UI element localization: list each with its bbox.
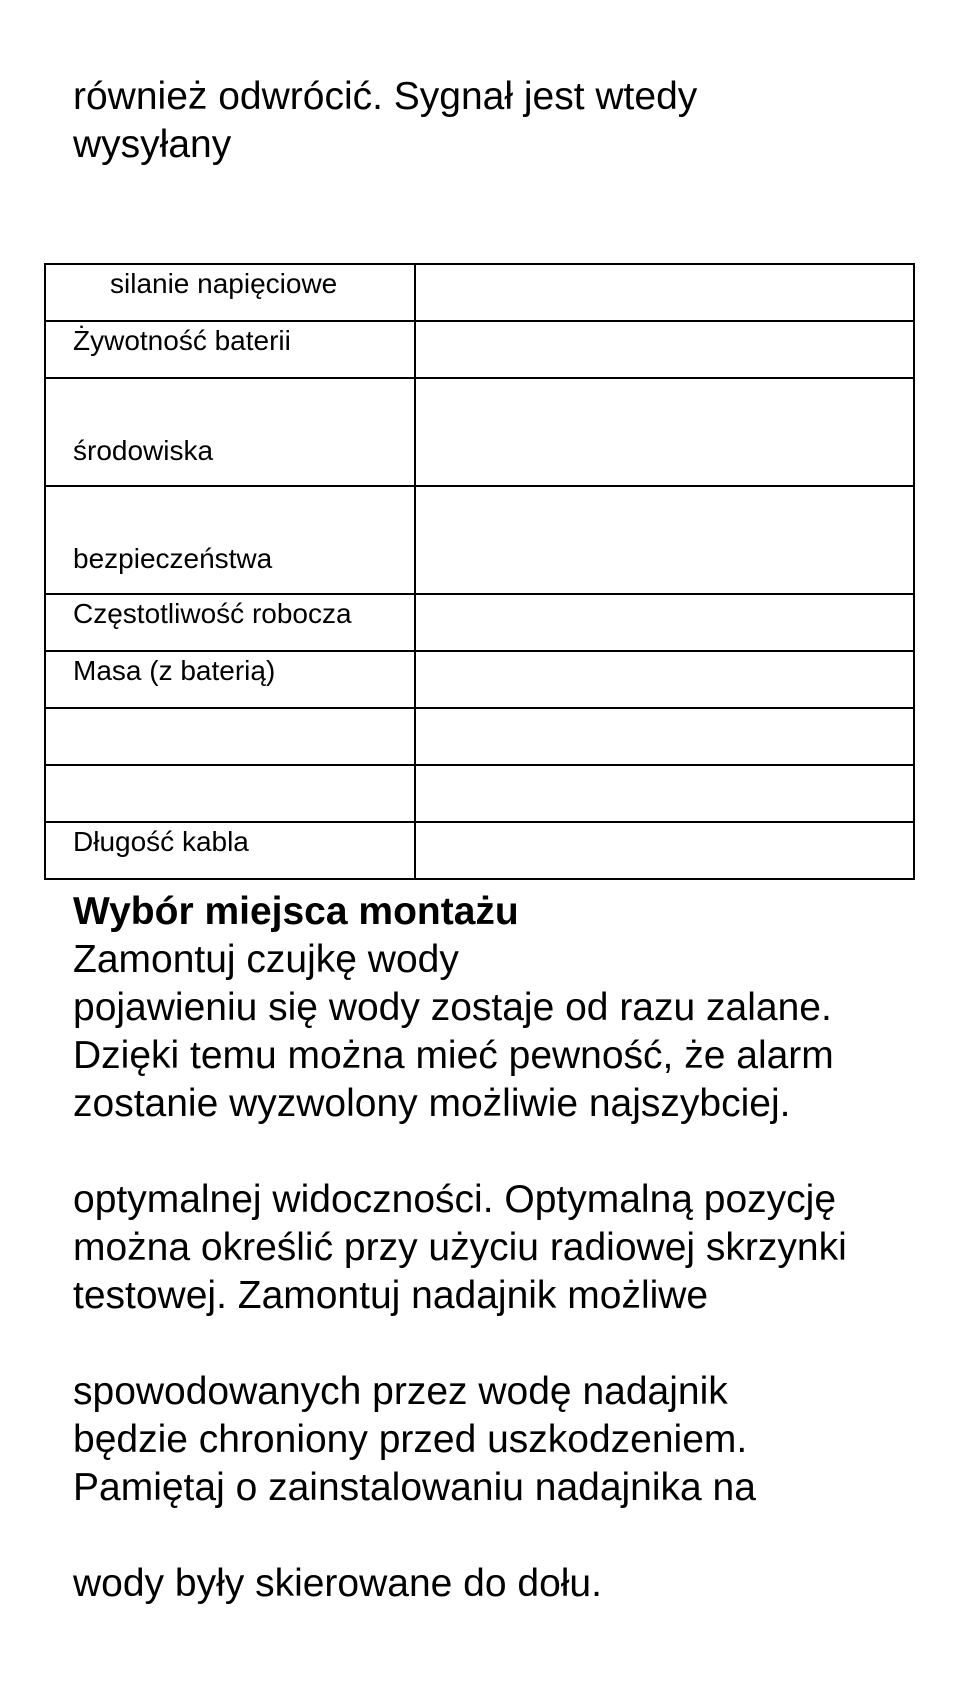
- spec-label: Długość kabla: [45, 822, 415, 879]
- spec-label: środowiska: [45, 378, 415, 486]
- spec-value: [415, 708, 914, 765]
- spec-value: [415, 321, 914, 378]
- spec-value: [415, 765, 914, 822]
- paragraph-gap: [73, 1320, 933, 1368]
- spec-value: [415, 822, 914, 879]
- spec-value: [415, 594, 914, 651]
- spec-label: Częstotliwość robocza: [45, 594, 415, 651]
- spec-label: Masa (z baterią): [45, 651, 415, 708]
- paragraph-line: Dzięki temu można mieć pewność, że alarm: [73, 1034, 834, 1077]
- table-row: [45, 378, 914, 486]
- spec-label: bezpieczeństwa: [45, 486, 415, 594]
- paragraph-line: pojawieniu się wody zostaje od razu zalane.: [73, 986, 832, 1029]
- spec-value: [415, 651, 914, 708]
- paragraph-line: zostanie wyzwolony możliwie najszybciej.: [73, 1082, 791, 1125]
- paragraph-gap: [73, 1128, 933, 1176]
- paragraph-line: można określić przy użyciu radiowej skrzynki: [73, 1226, 847, 1269]
- paragraph-line: Pamiętaj o zainstalowaniu nadajnika na: [73, 1466, 756, 1509]
- section-heading: Wybór miejsca montażu: [73, 890, 519, 933]
- spec-value: [415, 264, 914, 321]
- intro-line: również odwrócić. Sygnał jest wtedy: [73, 75, 698, 118]
- spec-label: [45, 708, 415, 765]
- paragraph-line: optymalnej widoczności. Optymalną pozycję: [73, 1178, 837, 1221]
- paragraph-line: Zamontuj czujkę wody: [73, 938, 459, 981]
- table-row: [45, 594, 914, 651]
- spec-label: Żywotność baterii: [45, 321, 415, 378]
- paragraph-line: spowodowanych przez wodę nadajnik: [73, 1370, 728, 1413]
- specifications-table: [44, 263, 915, 880]
- paragraph-gap: [73, 1512, 933, 1560]
- table-row: [45, 822, 914, 879]
- paragraph-line: będzie chroniony przed uszkodzeniem.: [73, 1418, 748, 1461]
- intro-text: [73, 73, 893, 169]
- spec-value: [415, 378, 914, 486]
- mounting-section: [73, 888, 933, 1608]
- paragraph-line: testowej. Zamontuj nadajnik możliwe: [73, 1274, 709, 1317]
- table-row: [45, 321, 914, 378]
- table-row: [45, 264, 914, 321]
- table-row: [45, 708, 914, 765]
- spec-value: [415, 486, 914, 594]
- table-row: [45, 651, 914, 708]
- table-row: [45, 486, 914, 594]
- table-row: [45, 765, 914, 822]
- paragraph-line: wody były skierowane do dołu.: [73, 1562, 602, 1605]
- spec-label: silanie napięciowe: [45, 264, 415, 321]
- spec-label: [45, 765, 415, 822]
- intro-line: wysyłany: [73, 123, 232, 166]
